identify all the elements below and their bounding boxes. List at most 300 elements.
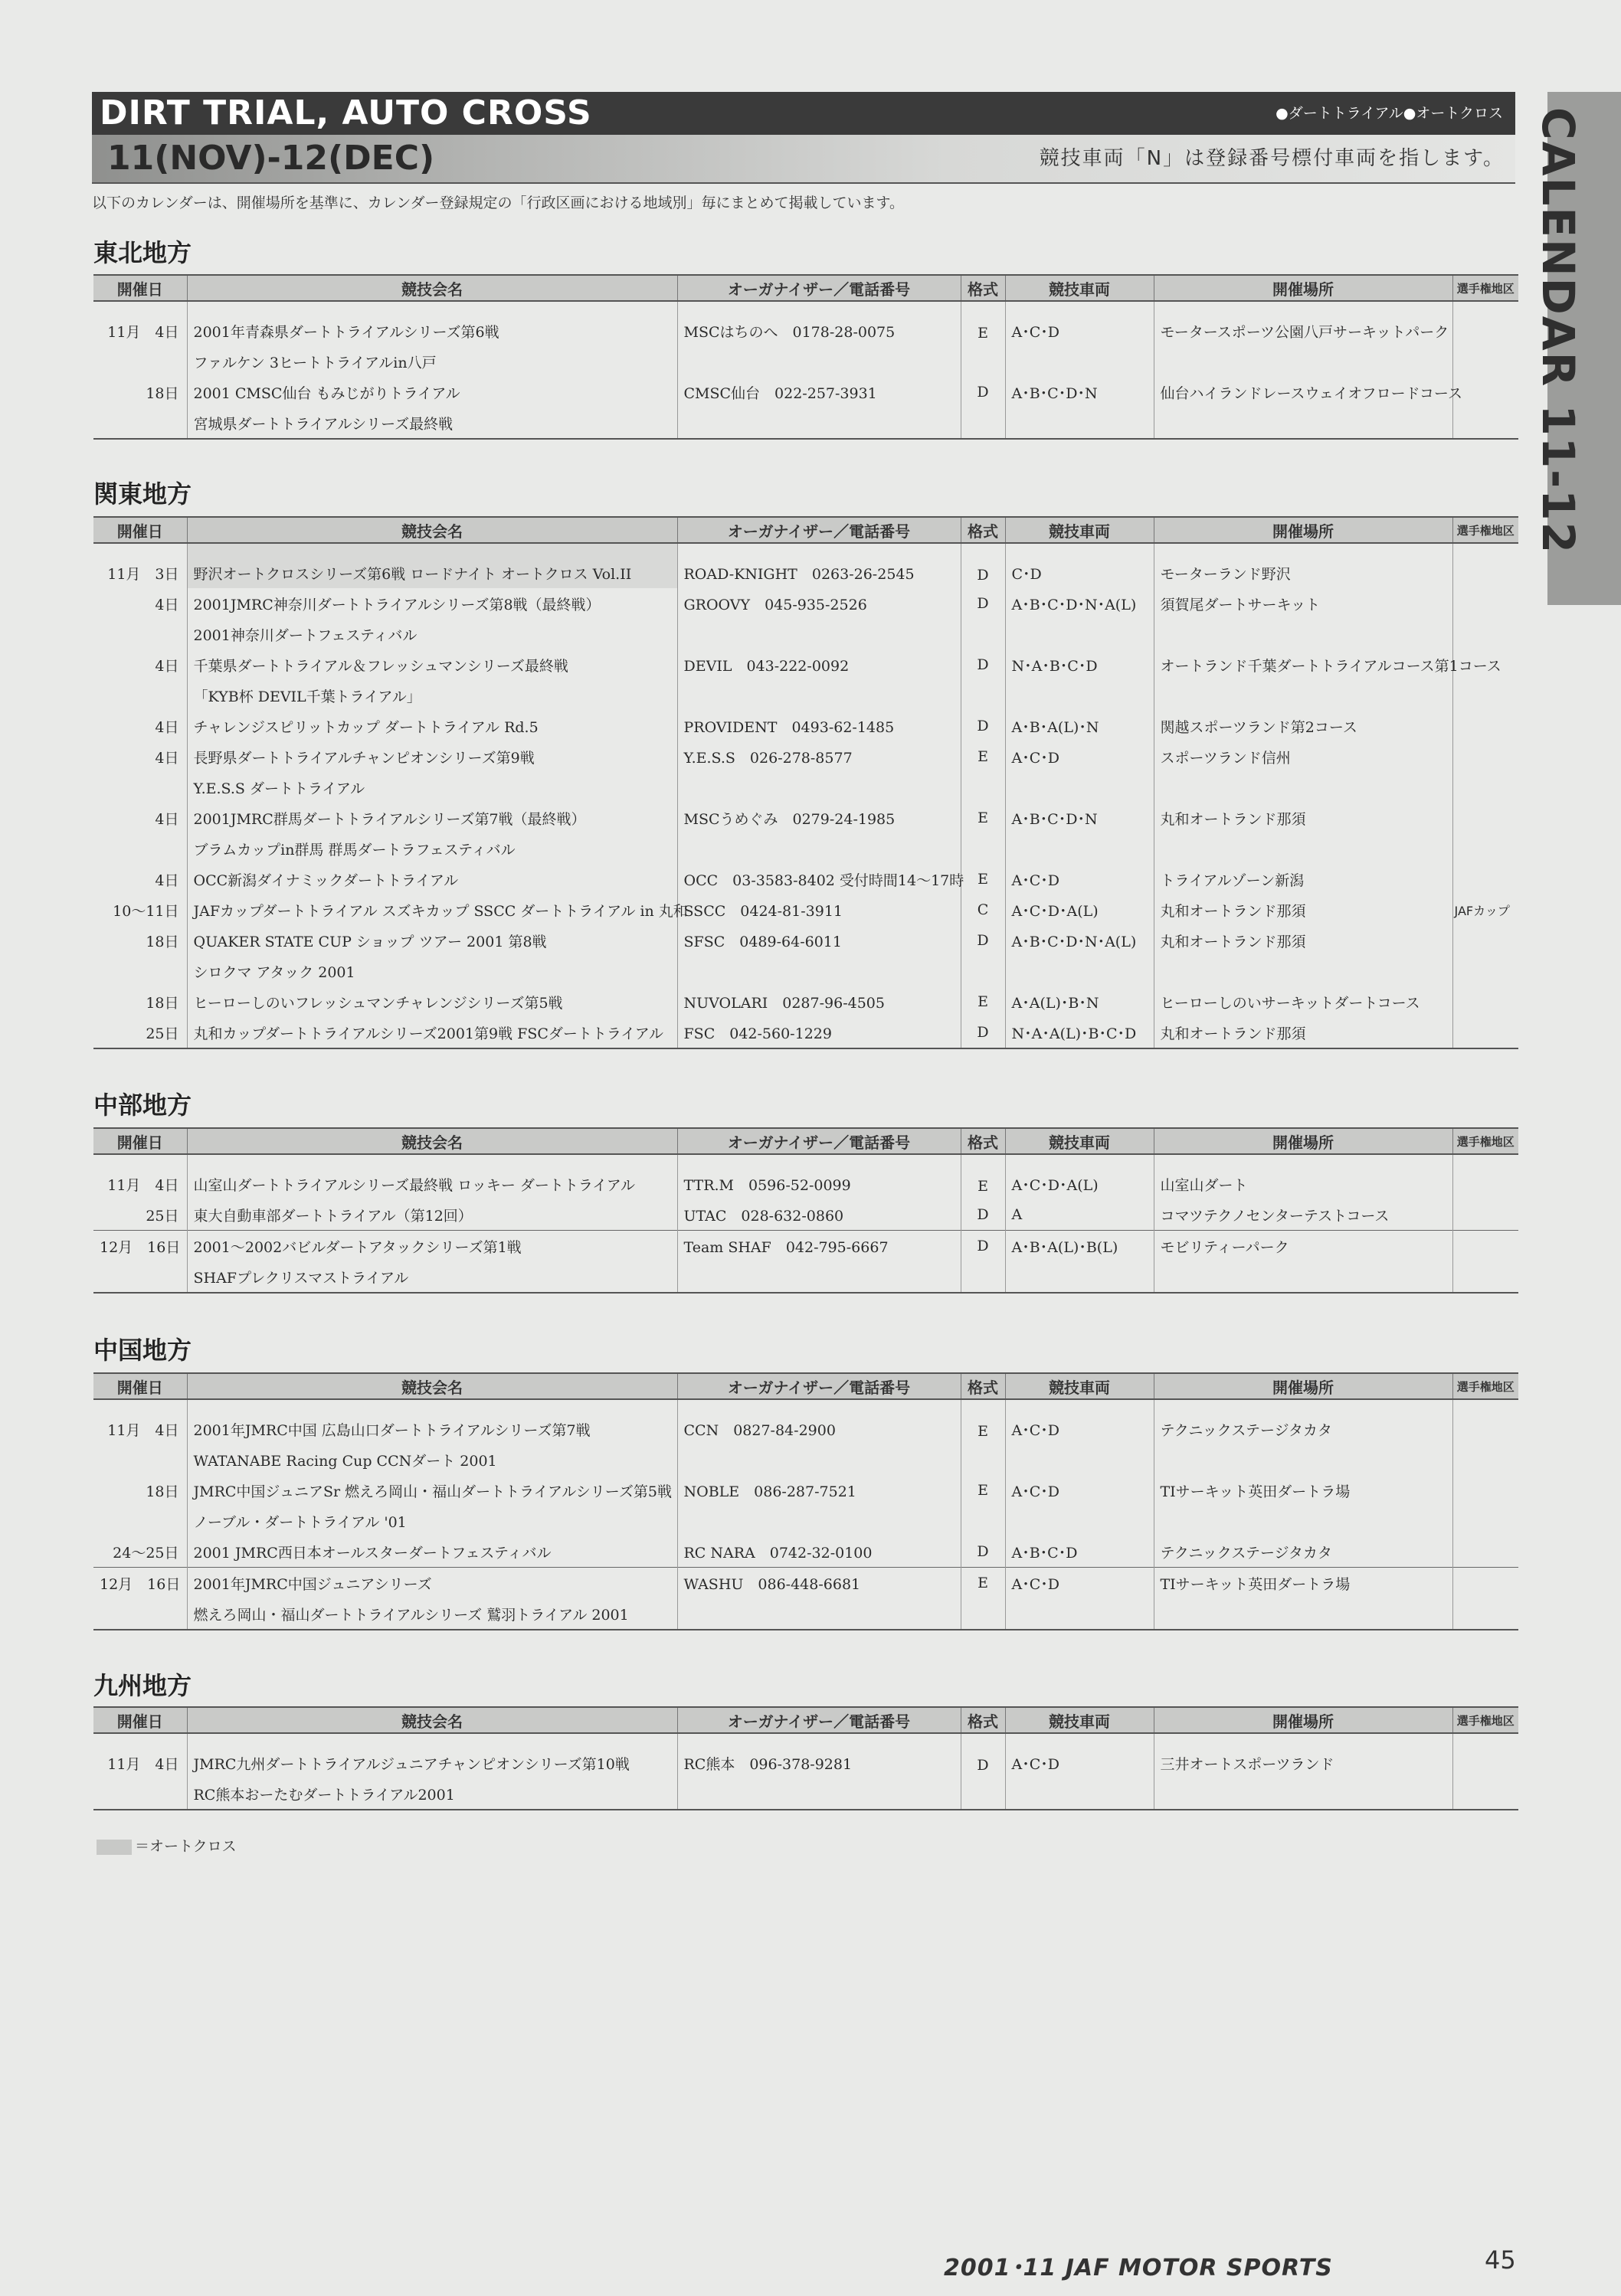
side-tab-label: CALENDAR 11-12 xyxy=(1532,107,1584,554)
event-format: D xyxy=(961,649,1005,680)
event-name: 2001JMRC群馬ダートトライアルシリーズ第7戦（最終戦） xyxy=(187,803,677,833)
event-format: E xyxy=(961,741,1005,772)
event-date xyxy=(93,772,187,803)
intro-text: 以下のカレンダーは、開催場所を基準に、カレンダー登録規定の「行政区画における地域別」毎にまとめて掲載しています。 xyxy=(92,195,905,211)
event-format: E xyxy=(961,301,1005,346)
column-header: 選手権地区 xyxy=(1452,1128,1518,1154)
organizer-phone xyxy=(677,619,961,649)
venue: 丸和オートランド那須 xyxy=(1154,1017,1452,1048)
championship-district xyxy=(1452,1017,1518,1048)
table-row-continued xyxy=(93,1598,1518,1630)
table-row xyxy=(93,1568,1518,1599)
championship-district xyxy=(1452,301,1518,346)
event-date: 18日 xyxy=(146,1483,179,1500)
column-header: 開催日 xyxy=(93,275,187,301)
venue: 丸和オートランド那須 xyxy=(1154,925,1452,956)
vehicle-classes xyxy=(1005,619,1154,649)
organizer-phone xyxy=(677,772,961,803)
championship-district xyxy=(1452,1536,1518,1568)
organizer-phone xyxy=(677,1444,961,1475)
event-date: 4日 xyxy=(155,596,179,613)
event-date: 25日 xyxy=(146,1207,179,1225)
table-header-row xyxy=(93,1373,1518,1399)
event-name: Y.E.S.S ダートトライアル xyxy=(187,772,677,803)
event-format xyxy=(961,1598,1005,1630)
event-date: 4日 xyxy=(155,810,179,828)
venue: トライアルゾーン新潟 xyxy=(1154,864,1452,895)
event-name: 山室山ダートトライアルシリーズ最終戦 ロッキー ダートトライアル xyxy=(187,1154,677,1199)
vehicle-classes xyxy=(1005,1598,1154,1630)
column-header: 競技車両 xyxy=(1005,1373,1154,1399)
venue xyxy=(1154,833,1452,864)
table-row-continued xyxy=(93,1778,1518,1810)
event-date xyxy=(93,956,187,986)
vehicle-classes: N･A･B･C･D xyxy=(1005,649,1154,680)
column-header: 開催場所 xyxy=(1154,1373,1452,1399)
column-header: 選手権地区 xyxy=(1452,1373,1518,1399)
organizer-phone xyxy=(677,1261,961,1293)
page-title: DIRT TRIAL, AUTO CROSS xyxy=(100,93,592,132)
column-header: 競技車両 xyxy=(1005,1707,1154,1733)
event-format xyxy=(961,956,1005,986)
event-name: ノーブル・ダートトライアル '01 xyxy=(187,1506,677,1536)
venue: 仙台ハイランドレースウェイオフロードコース xyxy=(1154,377,1452,407)
championship-district xyxy=(1452,772,1518,803)
organizer-phone: TTR.M 0596-52-0099 xyxy=(677,1154,961,1199)
event-format: E xyxy=(961,1399,1005,1444)
venue: 須賀尾ダートサーキット xyxy=(1154,588,1452,619)
event-name: 長野県ダートトライアルチャンピオンシリーズ第9戦 xyxy=(187,741,677,772)
organizer-phone: FSC 042-560-1229 xyxy=(677,1017,961,1048)
table-row xyxy=(93,301,1518,346)
vehicle-classes: A･B･C･D･N･A(L) xyxy=(1005,588,1154,619)
championship-district xyxy=(1452,1778,1518,1810)
venue xyxy=(1154,1778,1452,1810)
column-header: 競技会名 xyxy=(187,275,677,301)
championship-district xyxy=(1452,1444,1518,1475)
championship-district xyxy=(1452,1598,1518,1630)
table-row xyxy=(93,1733,1518,1778)
organizer-phone: SFSC 0489-64-6011 xyxy=(677,925,961,956)
organizer-phone: Y.E.S.S 026-278-8577 xyxy=(677,741,961,772)
event-format xyxy=(961,1261,1005,1293)
organizer-phone xyxy=(677,1598,961,1630)
organizer-phone: RC熊本 096-378-9281 xyxy=(677,1733,961,1778)
vehicle-classes: A･B･C･D･N xyxy=(1005,377,1154,407)
venue xyxy=(1154,619,1452,649)
organizer-phone xyxy=(677,346,961,377)
event-name: 2001年青森県ダートトライアルシリーズ第6戦 xyxy=(187,301,677,346)
event-format xyxy=(961,1506,1005,1536)
organizer-phone xyxy=(677,1506,961,1536)
event-date: 11月 4日 xyxy=(107,1177,179,1194)
table-row xyxy=(93,1399,1518,1444)
table-row-continued xyxy=(93,956,1518,986)
event-date: 18日 xyxy=(146,384,179,402)
vehicle-classes: A xyxy=(1005,1199,1154,1231)
event-format xyxy=(961,407,1005,439)
table-row xyxy=(93,1231,1518,1262)
venue: テクニックステージタカタ xyxy=(1154,1536,1452,1568)
championship-district xyxy=(1452,680,1518,711)
event-name: JAFカップダートトライアル スズキカップ SSCC ダートトライアル in 丸和 xyxy=(187,895,677,925)
vehicle-classes xyxy=(1005,1261,1154,1293)
region-title: 関東地方 xyxy=(93,479,192,509)
column-header: オーガナイザー／電話番号 xyxy=(677,517,961,543)
event-format: D xyxy=(961,1536,1005,1568)
venue: TIサーキット英田ダートラ場 xyxy=(1154,1475,1452,1506)
event-date: 25日 xyxy=(146,1025,179,1042)
event-format: E xyxy=(961,1154,1005,1199)
table-header-row xyxy=(93,1707,1518,1733)
venue: オートランド千葉ダートトライアルコース第1コース xyxy=(1154,649,1452,680)
vehicle-classes xyxy=(1005,956,1154,986)
table-row-continued xyxy=(93,407,1518,439)
column-header: オーガナイザー／電話番号 xyxy=(677,275,961,301)
championship-district xyxy=(1452,956,1518,986)
page-number: 45 xyxy=(1485,2245,1516,2275)
championship-district xyxy=(1452,407,1518,439)
event-format: E xyxy=(961,1568,1005,1599)
table-row xyxy=(93,543,1518,588)
column-header: 開催日 xyxy=(93,517,187,543)
event-name: QUAKER STATE CUP ショップ ツアー 2001 第8戦 xyxy=(187,925,677,956)
event-name: 野沢オートクロスシリーズ第6戦 ロードナイト オートクロス Vol.II xyxy=(187,543,677,588)
championship-district xyxy=(1452,1399,1518,1444)
championship-district xyxy=(1452,711,1518,741)
event-name: 東大自動車部ダートトライアル（第12回） xyxy=(187,1199,677,1231)
table-row-continued xyxy=(93,833,1518,864)
venue xyxy=(1154,680,1452,711)
legend-text: ＝オートクロス xyxy=(135,1838,237,1855)
column-header: 格式 xyxy=(961,1128,1005,1154)
event-format: E xyxy=(961,864,1005,895)
legend xyxy=(97,1835,237,1856)
region-title: 九州地方 xyxy=(93,1671,192,1700)
championship-district xyxy=(1452,346,1518,377)
organizer-phone: NUVOLARI 0287-96-4505 xyxy=(677,986,961,1017)
championship-district xyxy=(1452,741,1518,772)
organizer-phone: GROOVY 045-935-2526 xyxy=(677,588,961,619)
table-row xyxy=(93,1475,1518,1506)
table-row xyxy=(93,864,1518,895)
event-name: 「KYB杯 DEVIL千葉トライアル」 xyxy=(187,680,677,711)
event-date xyxy=(93,1444,187,1475)
column-header: 開催場所 xyxy=(1154,517,1452,543)
event-format xyxy=(961,772,1005,803)
venue: 関越スポーツランド第2コース xyxy=(1154,711,1452,741)
event-name: ファルケン 3ヒートトライアルin八戸 xyxy=(187,346,677,377)
event-format: E xyxy=(961,1475,1005,1506)
autocross-swatch xyxy=(97,1840,132,1855)
event-date: 18日 xyxy=(146,933,179,950)
table-row xyxy=(93,1199,1518,1231)
event-format: D xyxy=(961,1231,1005,1262)
vehicle-classes: A･C･D xyxy=(1005,1475,1154,1506)
event-date: 11月 4日 xyxy=(107,1422,179,1439)
date-bar xyxy=(92,135,1515,184)
vehicle-classes: A･C･D･A(L) xyxy=(1005,1154,1154,1199)
page-subtitle: ●ダートトライアル●オートクロス xyxy=(1276,105,1503,122)
event-date: 4日 xyxy=(155,749,179,767)
venue: 三井オートスポーツランド xyxy=(1154,1733,1452,1778)
organizer-phone: UTAC 028-632-0860 xyxy=(677,1199,961,1231)
event-format xyxy=(961,619,1005,649)
organizer-phone: PROVIDENT 0493-62-1485 xyxy=(677,711,961,741)
event-date: 11月 4日 xyxy=(107,324,179,341)
header-bar xyxy=(92,92,1515,135)
championship-district xyxy=(1452,1506,1518,1536)
event-date: 12月 16日 xyxy=(93,1231,187,1262)
calendar-table xyxy=(93,516,1518,1049)
vehicle-classes: A･C･D xyxy=(1005,1568,1154,1599)
vehicle-classes xyxy=(1005,1778,1154,1810)
event-date xyxy=(93,346,187,377)
organizer-phone: RC NARA 0742-32-0100 xyxy=(677,1536,961,1568)
column-header: 競技会名 xyxy=(187,1128,677,1154)
table-row xyxy=(93,711,1518,741)
event-name: 2001～2002バビルダートアタックシリーズ第1戦 xyxy=(187,1231,677,1262)
event-date xyxy=(93,680,187,711)
event-name: チャレンジスピリットカップ ダートトライアル Rd.5 xyxy=(187,711,677,741)
event-format xyxy=(961,680,1005,711)
footer-magazine: 2001･11 JAF MOTOR SPORTS xyxy=(944,2255,1333,2281)
column-header: オーガナイザー／電話番号 xyxy=(677,1128,961,1154)
venue: スポーツランド信州 xyxy=(1154,741,1452,772)
vehicle-classes: A･B･A(L)･B(L) xyxy=(1005,1231,1154,1262)
venue xyxy=(1154,1261,1452,1293)
vehicle-classes xyxy=(1005,407,1154,439)
organizer-phone: NOBLE 086-287-7521 xyxy=(677,1475,961,1506)
column-header: 競技会名 xyxy=(187,517,677,543)
event-format: D xyxy=(961,377,1005,407)
venue: モビリティーパーク xyxy=(1154,1231,1452,1262)
table-row-continued xyxy=(93,346,1518,377)
vehicle-classes: C･D xyxy=(1005,543,1154,588)
event-name: ヒーローしのいフレッシュマンチャレンジシリーズ第5戦 xyxy=(187,986,677,1017)
organizer-phone xyxy=(677,1778,961,1810)
event-name: 2001 CMSC仙台 もみじがりトライアル xyxy=(187,377,677,407)
event-name: 2001神奈川ダートフェスティバル xyxy=(187,619,677,649)
event-format xyxy=(961,833,1005,864)
event-date: 24～25日 xyxy=(113,1544,179,1562)
region-title: 東北地方 xyxy=(93,238,192,267)
event-date xyxy=(93,619,187,649)
event-name: 宮城県ダートトライアルシリーズ最終戦 xyxy=(187,407,677,439)
venue: コマツテクノセンターテストコース xyxy=(1154,1199,1452,1231)
event-date: 18日 xyxy=(146,994,179,1012)
vehicle-classes xyxy=(1005,772,1154,803)
column-header: 競技会名 xyxy=(187,1373,677,1399)
event-format: D xyxy=(961,543,1005,588)
vehicle-classes xyxy=(1005,346,1154,377)
event-date xyxy=(93,1778,187,1810)
event-date: 4日 xyxy=(155,872,179,889)
table-row xyxy=(93,649,1518,680)
event-format xyxy=(961,1778,1005,1810)
vehicle-classes xyxy=(1005,1506,1154,1536)
organizer-phone: OCC 03-3583-8402 受付時間14～17時 xyxy=(677,864,961,895)
championship-district xyxy=(1452,619,1518,649)
event-format xyxy=(961,1444,1005,1475)
venue xyxy=(1154,1444,1452,1475)
event-format: E xyxy=(961,986,1005,1017)
vehicle-classes: A･C･D xyxy=(1005,301,1154,346)
table-header-row xyxy=(93,517,1518,543)
column-header: 開催場所 xyxy=(1154,1707,1452,1733)
event-date xyxy=(93,1261,187,1293)
vehicle-classes: A･B･C･D xyxy=(1005,1536,1154,1568)
event-name: シロクマ アタック 2001 xyxy=(187,956,677,986)
column-header: 競技車両 xyxy=(1005,275,1154,301)
event-name: 2001JMRC神奈川ダートトライアルシリーズ第8戦（最終戦） xyxy=(187,588,677,619)
event-name: 2001年JMRC中国ジュニアシリーズ xyxy=(187,1568,677,1599)
event-format: D xyxy=(961,1017,1005,1048)
column-header: 開催日 xyxy=(93,1128,187,1154)
venue xyxy=(1154,1506,1452,1536)
organizer-phone: MSCはちのへ 0178-28-0075 xyxy=(677,301,961,346)
column-header: 競技会名 xyxy=(187,1707,677,1733)
venue: モータースポーツ公園八戸サーキットパーク xyxy=(1154,301,1452,346)
vehicle-classes: A･B･A(L)･N xyxy=(1005,711,1154,741)
venue: 丸和オートランド那須 xyxy=(1154,895,1452,925)
championship-district xyxy=(1452,1261,1518,1293)
calendar-table xyxy=(93,274,1518,440)
championship-district xyxy=(1452,1231,1518,1262)
column-header: 選手権地区 xyxy=(1452,1707,1518,1733)
organizer-phone xyxy=(677,407,961,439)
event-name: JMRC中国ジュニアSr 燃えろ岡山・福山ダートトライアルシリーズ第5戦 xyxy=(187,1475,677,1506)
championship-district: JAFカップ xyxy=(1452,895,1518,925)
championship-district xyxy=(1452,543,1518,588)
column-header: 格式 xyxy=(961,1373,1005,1399)
event-format xyxy=(961,346,1005,377)
organizer-phone: CMSC仙台 022-257-3931 xyxy=(677,377,961,407)
vehicle-classes: A･B･C･D･N xyxy=(1005,803,1154,833)
event-date: 10～11日 xyxy=(113,902,179,920)
event-date xyxy=(93,1506,187,1536)
venue xyxy=(1154,772,1452,803)
event-date: 4日 xyxy=(155,657,179,675)
table-row xyxy=(93,377,1518,407)
event-date: 4日 xyxy=(155,718,179,736)
championship-district xyxy=(1452,803,1518,833)
championship-district xyxy=(1452,1568,1518,1599)
championship-district xyxy=(1452,925,1518,956)
championship-district xyxy=(1452,833,1518,864)
venue xyxy=(1154,407,1452,439)
table-row-continued xyxy=(93,1506,1518,1536)
event-name: ブラムカップin群馬 群馬ダートラフェスティバル xyxy=(187,833,677,864)
table-row xyxy=(93,1536,1518,1568)
column-header: 選手権地区 xyxy=(1452,517,1518,543)
column-header: オーガナイザー／電話番号 xyxy=(677,1373,961,1399)
event-format: D xyxy=(961,711,1005,741)
column-header: オーガナイザー／電話番号 xyxy=(677,1707,961,1733)
championship-district xyxy=(1452,1154,1518,1199)
organizer-phone xyxy=(677,956,961,986)
table-header-row xyxy=(93,1128,1518,1154)
venue: 山室山ダート xyxy=(1154,1154,1452,1199)
organizer-phone: ROAD-KNIGHT 0263-26-2545 xyxy=(677,543,961,588)
championship-district xyxy=(1452,1475,1518,1506)
table-row xyxy=(93,895,1518,925)
region-title: 中部地方 xyxy=(93,1091,192,1120)
table-row-continued xyxy=(93,772,1518,803)
vehicle-classes: A･A(L)･B･N xyxy=(1005,986,1154,1017)
organizer-phone: DEVIL 043-222-0092 xyxy=(677,649,961,680)
organizer-phone: Team SHAF 042-795-6667 xyxy=(677,1231,961,1262)
table-header-row xyxy=(93,275,1518,301)
venue xyxy=(1154,956,1452,986)
table-row xyxy=(93,803,1518,833)
event-name: JMRC九州ダートトライアルジュニアチャンピオンシリーズ第10戦 xyxy=(187,1733,677,1778)
table-row xyxy=(93,588,1518,619)
championship-district xyxy=(1452,588,1518,619)
event-format: E xyxy=(961,803,1005,833)
region-title: 中国地方 xyxy=(93,1336,192,1365)
column-header: 開催日 xyxy=(93,1373,187,1399)
event-format: D xyxy=(961,1199,1005,1231)
championship-district xyxy=(1452,1733,1518,1778)
venue: 丸和オートランド那須 xyxy=(1154,803,1452,833)
event-date xyxy=(93,407,187,439)
championship-district xyxy=(1452,864,1518,895)
column-header: 格式 xyxy=(961,275,1005,301)
table-row-continued xyxy=(93,1444,1518,1475)
organizer-phone: MSCうめぐみ 0279-24-1985 xyxy=(677,803,961,833)
event-format: D xyxy=(961,925,1005,956)
venue: TIサーキット英田ダートラ場 xyxy=(1154,1568,1452,1599)
event-format: D xyxy=(961,1733,1005,1778)
vehicle-classes: A･C･D xyxy=(1005,1733,1154,1778)
date-range: 11(NOV)-12(DEC) xyxy=(107,139,435,178)
table-row xyxy=(93,925,1518,956)
event-date: 12月 16日 xyxy=(93,1568,187,1599)
championship-district xyxy=(1452,986,1518,1017)
vehicle-classes xyxy=(1005,680,1154,711)
vehicle-classes: N･A･A(L)･B･C･D xyxy=(1005,1017,1154,1048)
organizer-phone xyxy=(677,833,961,864)
venue: モーターランド野沢 xyxy=(1154,543,1452,588)
table-row-continued xyxy=(93,1261,1518,1293)
vehicle-classes: A･C･D xyxy=(1005,741,1154,772)
vehicle-classes: A･C･D xyxy=(1005,1399,1154,1444)
venue xyxy=(1154,346,1452,377)
vehicle-classes: A･B･C･D･N･A(L) xyxy=(1005,925,1154,956)
organizer-phone: CCN 0827-84-2900 xyxy=(677,1399,961,1444)
venue xyxy=(1154,1598,1452,1630)
column-header: 競技車両 xyxy=(1005,517,1154,543)
table-row xyxy=(93,1017,1518,1048)
vehicle-classes: A･C･D xyxy=(1005,864,1154,895)
calendar-table xyxy=(93,1127,1518,1294)
table-row xyxy=(93,741,1518,772)
event-name: 燃えろ岡山・福山ダートトライアルシリーズ 鷲羽トライアル 2001 xyxy=(187,1598,677,1630)
organizer-phone: WASHU 086-448-6681 xyxy=(677,1568,961,1599)
table-row-continued xyxy=(93,619,1518,649)
event-format: C xyxy=(961,895,1005,925)
table-row xyxy=(93,986,1518,1017)
event-name: 2001 JMRC西日本オールスターダートフェスティバル xyxy=(187,1536,677,1568)
event-name: 丸和カップダートトライアルシリーズ2001第9戦 FSCダートトライアル xyxy=(187,1017,677,1048)
venue: ヒーローしのいサーキットダートコース xyxy=(1154,986,1452,1017)
event-name: OCC新潟ダイナミックダートトライアル xyxy=(187,864,677,895)
event-name: 2001年JMRC中国 広島山口ダートトライアルシリーズ第7戦 xyxy=(187,1399,677,1444)
column-header: 選手権地区 xyxy=(1452,275,1518,301)
vehicle-classes xyxy=(1005,1444,1154,1475)
event-format: D xyxy=(961,588,1005,619)
